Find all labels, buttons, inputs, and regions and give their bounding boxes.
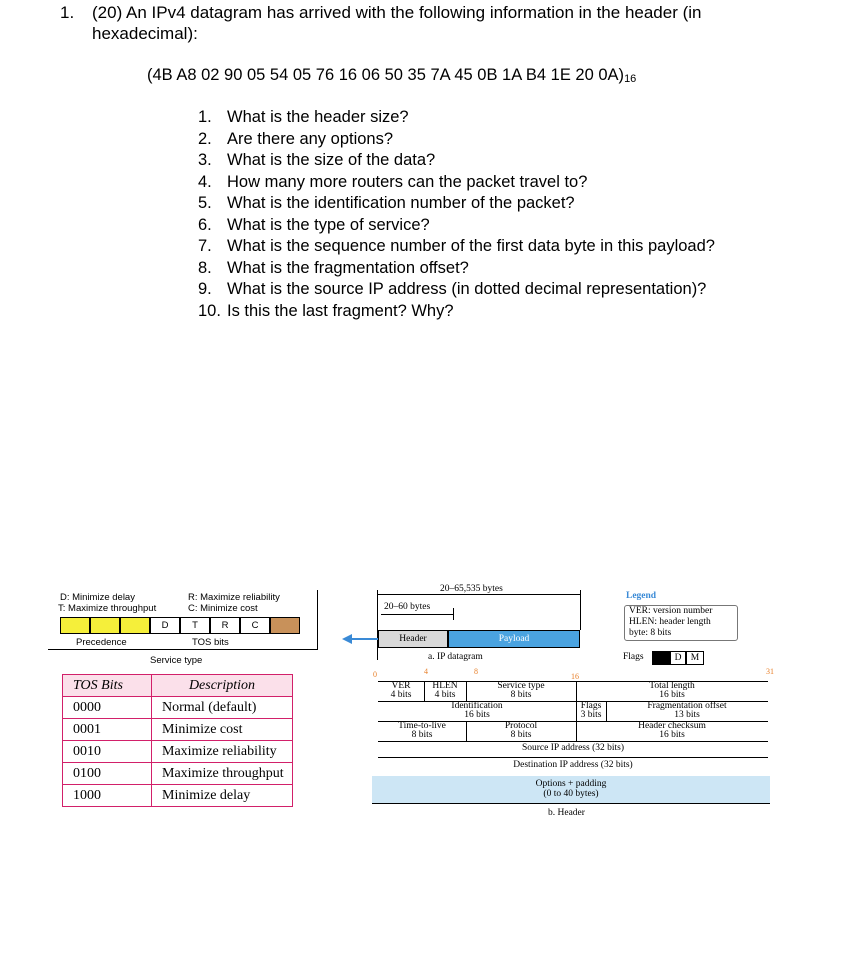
legend-line: byte: 8 bits — [629, 628, 672, 638]
flag-m: M — [686, 651, 704, 665]
legend-box — [624, 605, 738, 641]
caption-b: b. Header — [548, 808, 585, 818]
total-range-line — [377, 594, 581, 595]
tos-bit-t: T — [180, 617, 210, 634]
sub-question: 10. Is this the last fragment? Why? — [198, 301, 454, 320]
tos-d-label: D: Minimize delay — [60, 592, 135, 603]
field-destination-ip: Destination IP address (32 bits) — [513, 760, 633, 770]
field-ttl: Time-to-live 8 bits — [378, 721, 467, 742]
field-flags: Flags 3 bits — [576, 701, 607, 722]
flag-reserved — [652, 651, 670, 665]
field-header-checksum: Header checksum 16 bits — [638, 721, 706, 740]
field-hlen: HLEN 4 bits — [424, 681, 467, 702]
header-range-label: 20–60 bytes — [384, 602, 431, 612]
flag-d: D — [670, 651, 686, 665]
hex-header-values — [147, 66, 636, 85]
field-protocol: Protocol 8 bits — [466, 721, 577, 742]
legend-line: VER: version number — [629, 606, 713, 616]
sub-question: 1. What is the header size? — [198, 108, 409, 126]
tos-bracket — [48, 590, 318, 650]
header-box: Header — [378, 630, 448, 648]
sub-question: 4. How many more routers can the packet travel to? — [198, 172, 588, 191]
left-arrow-icon — [342, 632, 378, 646]
service-type-label: Service type — [150, 655, 203, 666]
table-header: TOS Bits — [63, 675, 152, 697]
caption-a: a. IP datagram — [428, 652, 483, 662]
hex-base: 16 — [624, 73, 637, 85]
total-range-label: 20–65,535 bytes — [440, 584, 503, 594]
table-row: 0000 Normal (default) — [63, 697, 293, 719]
question-number: 1. — [60, 3, 75, 22]
sub-question: 6. What is the type of service? — [198, 215, 430, 234]
field-ver: VER 4 bits — [378, 681, 425, 702]
bit-mark: 8 — [474, 667, 478, 676]
row-divider — [378, 757, 768, 758]
field-source-ip: Source IP address (32 bits) — [521, 743, 625, 753]
precedence-bit — [90, 617, 120, 634]
row-divider — [378, 741, 768, 742]
table-header-row — [63, 675, 293, 697]
row-divider — [378, 701, 768, 702]
tos-bits-label: TOS bits — [192, 637, 229, 648]
bit-mark: 0 — [373, 670, 377, 679]
precedence-bit — [120, 617, 150, 634]
row-divider — [378, 721, 768, 722]
table-row: 0100 Maximize throughput — [63, 763, 293, 785]
payload-box: Payload — [448, 630, 580, 648]
table-row: 0001 Minimize cost — [63, 719, 293, 741]
flags-label: Flags — [623, 652, 644, 662]
tos-c-label: C: Minimize cost — [188, 603, 258, 614]
tos-r-label: R: Maximize reliability — [188, 592, 280, 603]
precedence-bit — [60, 617, 90, 634]
header-fields — [378, 681, 768, 778]
hex-string: (4B A8 02 90 05 54 05 76 16 06 50 35 7A 45 0B 1A B4 1E 20 0A) — [147, 66, 625, 84]
table-header: Description — [152, 675, 293, 697]
header-range-tick — [453, 608, 454, 620]
field-service-type: Service type 8 bits — [466, 681, 577, 702]
precedence-label: Precedence — [76, 637, 127, 648]
tos-table — [62, 674, 293, 807]
field-options: Options + padding (0 to 40 bytes) — [372, 776, 770, 804]
question-text: (20) An IPv4 datagram has arrived with the following information in the header (in hexadecimal): — [92, 3, 702, 43]
legend-line: HLEN: header length — [629, 617, 711, 627]
bit-mark: 31 — [766, 667, 774, 676]
field-total-length: Total length 16 bits — [649, 681, 695, 700]
sub-question: 7. What is the sequence number of the first data byte in this payload? — [198, 237, 715, 255]
tos-bit-d: D — [150, 617, 180, 634]
sub-question: 2. Are there any options? — [198, 129, 394, 148]
field-identification: Identification 16 bits — [378, 701, 577, 722]
range-tick-left — [377, 590, 378, 660]
field-fragmentation-offset: Fragmentation offset 13 bits — [647, 701, 727, 720]
unused-bit — [270, 617, 300, 634]
sub-question: 8. What is the fragmentation offset? — [198, 258, 469, 277]
bit-mark: 16 — [571, 672, 579, 681]
range-tick-right — [580, 590, 581, 630]
table-row: 0010 Maximize reliability — [63, 741, 293, 763]
tos-t-label: T: Maximize throughput — [58, 603, 157, 614]
sub-question: 9. What is the source IP address (in dotted decimal representation)? — [198, 280, 707, 298]
sub-question: 3. What is the size of the data? — [198, 151, 436, 169]
sub-question: 5. What is the identification number of the packet? — [198, 194, 575, 212]
header-range-line — [381, 614, 453, 615]
table-row: 1000 Minimize delay — [63, 785, 293, 807]
legend-title: Legend — [626, 591, 657, 601]
tos-bit-r: R — [210, 617, 240, 634]
tos-bit-c: C — [240, 617, 270, 634]
sub-question-list — [198, 107, 715, 322]
bit-mark: 4 — [424, 667, 428, 676]
